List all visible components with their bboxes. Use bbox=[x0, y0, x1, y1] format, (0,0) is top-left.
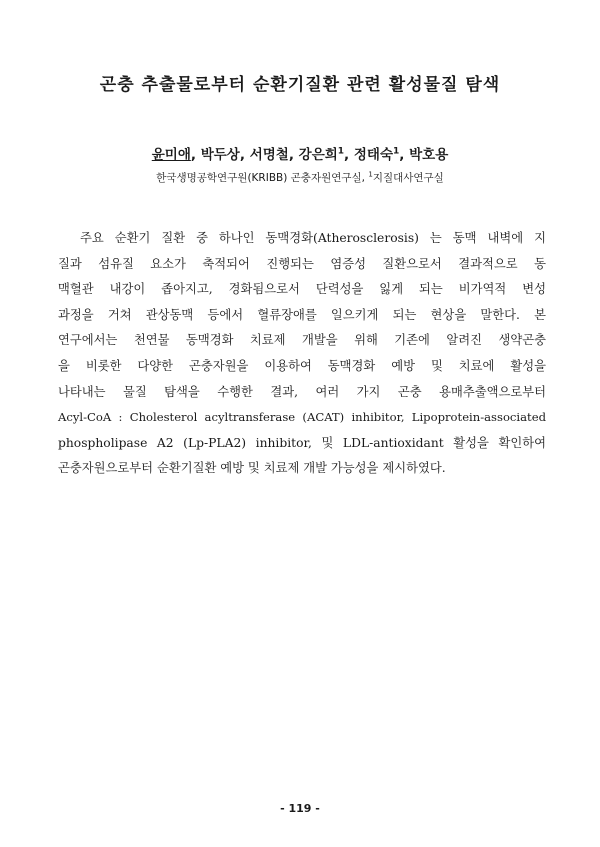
abstract-line: 을 비롯한 다양한 곤충자원을 이용하여 동맥경화 예방 및 치료에 활성을 bbox=[58, 358, 546, 373]
author-list: 윤미애, 박두상, 서명철, 강은희$^1$, 정태숙$^1$, 박호용 bbox=[151, 146, 449, 163]
abstract-line: 연구에서는 천연물 동맥경화 치료제 개발을 위해 기존에 알려진 생약곤충 bbox=[58, 333, 546, 348]
abstract-line: 질과 섬유질 요소가 축적되어 진행되는 염증성 질환으로서 결과적으로 동 bbox=[58, 256, 546, 271]
abstract-line: 주요 순환기 질환 중 하나인 동맥경화(Atherosclerosis) 는 동맥 내벽에 지 bbox=[80, 231, 546, 245]
affiliation-mark: 1 bbox=[368, 170, 373, 179]
author-name-primary: 윤미애 bbox=[151, 147, 191, 163]
author-name: 정태숙 bbox=[353, 147, 394, 163]
page-number: - 119 - bbox=[280, 802, 320, 815]
abstract-line: 과정을 거쳐 관상동맥 등에서 혈류장애를 일으키게 되는 현상을 말한다. 본 bbox=[58, 307, 546, 322]
author-name: 박호용 bbox=[409, 147, 449, 163]
paper-title: 곤충 추출물로부터 순환기질환 관련 활성물질 탐색 bbox=[99, 75, 501, 95]
author-name: 강은희 bbox=[298, 147, 338, 163]
affiliation-main: 한국생명공학연구원(KRIBB) 곤충자원연구실, bbox=[156, 172, 365, 184]
abstract-line: phospholipase A2 (Lp-PLA2) inhibitor, 및 LDL-antioxidant 활성을 확인하여 bbox=[58, 435, 546, 450]
abstract-line: 곤충자원으로부터 순환기질환 예방 및 치료제 개발 가능성을 제시하였다. bbox=[58, 461, 446, 476]
abstract-line: 나타내는 물질 탐색을 수행한 결과, 여러 가지 곤충 용매추출액으로부터 bbox=[58, 384, 546, 399]
author-affiliation-mark: 1 bbox=[337, 146, 345, 157]
abstract-body bbox=[58, 226, 546, 482]
affiliation-line bbox=[0, 170, 600, 185]
author-affiliation-mark: 1 bbox=[393, 146, 400, 157]
author-name: 박두상 bbox=[200, 147, 240, 163]
abstract-line: 맥혈관 내강이 좁아지고, 경화됨으로서 단력성을 잃게 되는 비가역적 변성 bbox=[58, 282, 546, 297]
author-name: 서명철 bbox=[249, 147, 289, 163]
affiliation-secondary: 지질대사연구실 bbox=[372, 172, 444, 184]
abstract-line: Acyl-CoA : Cholesterol acyltransferase (ACAT) inhibitor, Lipoprotein-associated bbox=[58, 410, 546, 425]
